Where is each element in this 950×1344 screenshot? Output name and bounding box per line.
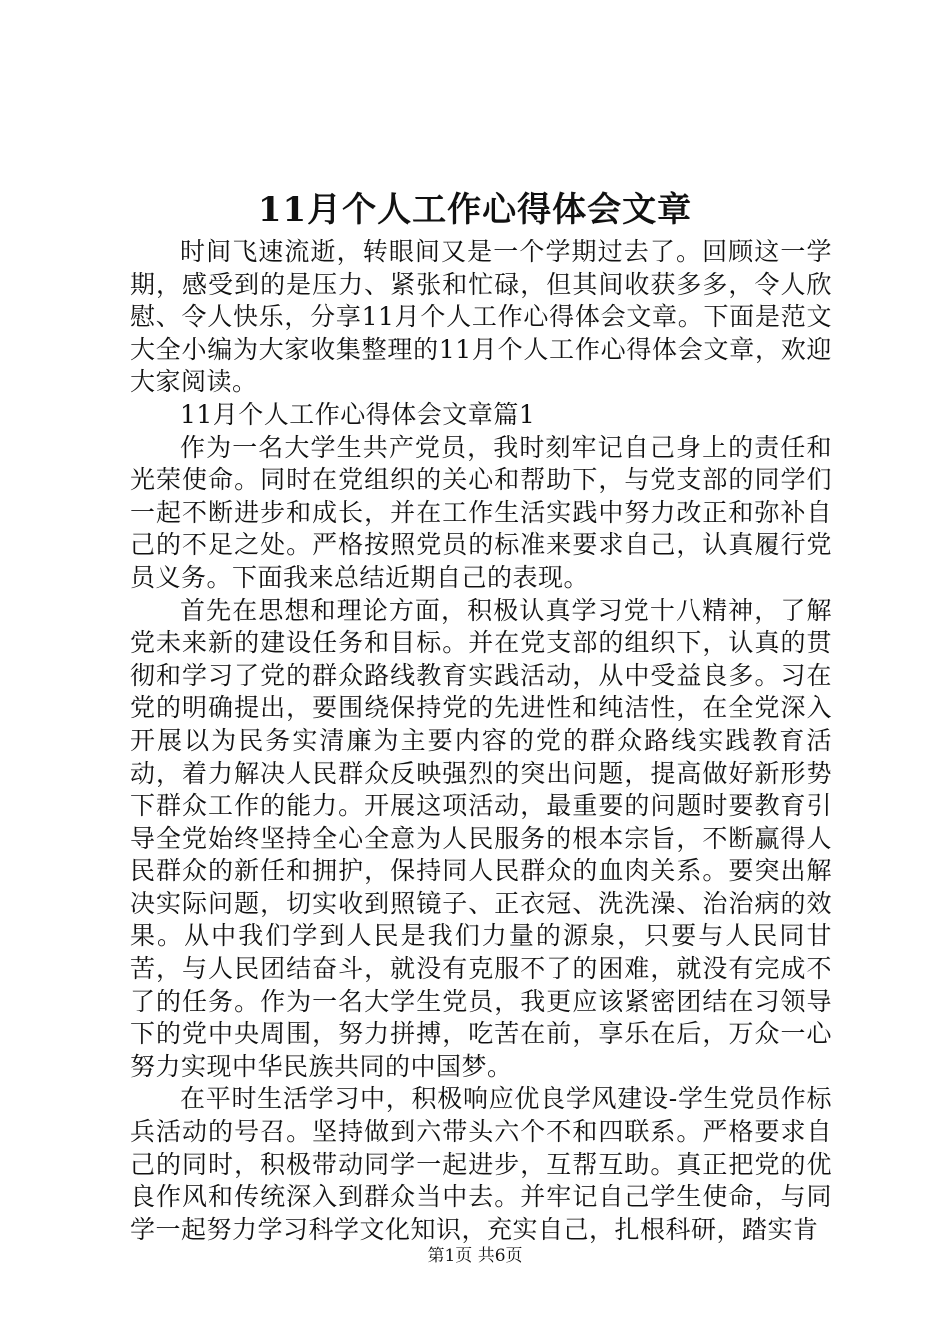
- section-heading: 11月个人工作心得体会文章篇1: [180, 399, 536, 429]
- document-title: 11月个人工作心得体会文章: [257, 190, 693, 230]
- paragraph-3: 在平时生活学习中，积极响应优良学风建设-学生党员作标兵活动的号召。坚持做到六带头六个不和四联系。严格要求自己的同时，积极带动同学一起进步，互帮互助。真正把党的优良作风和传统深入到群众当中去。并牢记自己学生使命，与同学一起努力学习科学文化知识，充实自己，扎根科研，踏实肯: [130, 1084, 832, 1244]
- paragraph-2: 首先在思想和理论方面，积极认真学习党十八精神，了解党未来新的建设任务和目标。并在党支部的组织下，认真的贯彻和学习了党的群众路线教育实践活动，从中受益良多。习在党的明确提出，要围绕保持党的先进性和纯洁性，在全党深入开展以为民务实清廉为主要内容的党的群众路线实践教育活动，着力解决人民群众反映强烈的突出问题，提高做好新形势下群众工作的能力。开展这项活动，最重要的问题时要教育引导全党始终坚持全心全意为人民服务的根本宗旨，不断赢得人民群众的新任和拥护，保持同人民群众的血肉关系。要突出解决实际问题，切实收到照镜子、正衣冠、洗洗澡、治治病的效果。从中我们学到人民是我们力量的源泉，只要与人民同甘苦，与人民团结奋斗，就没有克服不了的困难，就没有完成不了的任务。作为一名大学生党员，我更应该紧密团结在习领导下的党中央周围，努力拼搏，吃苦在前，享乐在后，万众一心努力实现中华民族共同的中国梦。: [130, 595, 832, 1081]
- document-body: [130, 236, 832, 1246]
- paragraph-intro: 时间飞速流逝，转眼间又是一个学期过去了。回顾这一学期，感受到的是压力、紧张和忙碌，但其间收获多多，令人欣慰、令人快乐，分享11月个人工作心得体会文章。下面是范文大全小编为大家收集整理的11月个人工作心得体会文章，欢迎大家阅读。: [130, 237, 832, 397]
- paragraph-1: 作为一名大学生共产党员，我时刻牢记自己身上的责任和光荣使命。同时在党组织的关心和帮助下，与党支部的同学们一起不断进步和成长，并在工作生活实践中努力改正和弥补自己的不足之处。严格按照党员的标准来要求自己，认真履行党员义务。下面我来总结近期自己的表现。: [130, 432, 832, 592]
- page-number-footer: 第1页 共6页: [427, 1246, 523, 1266]
